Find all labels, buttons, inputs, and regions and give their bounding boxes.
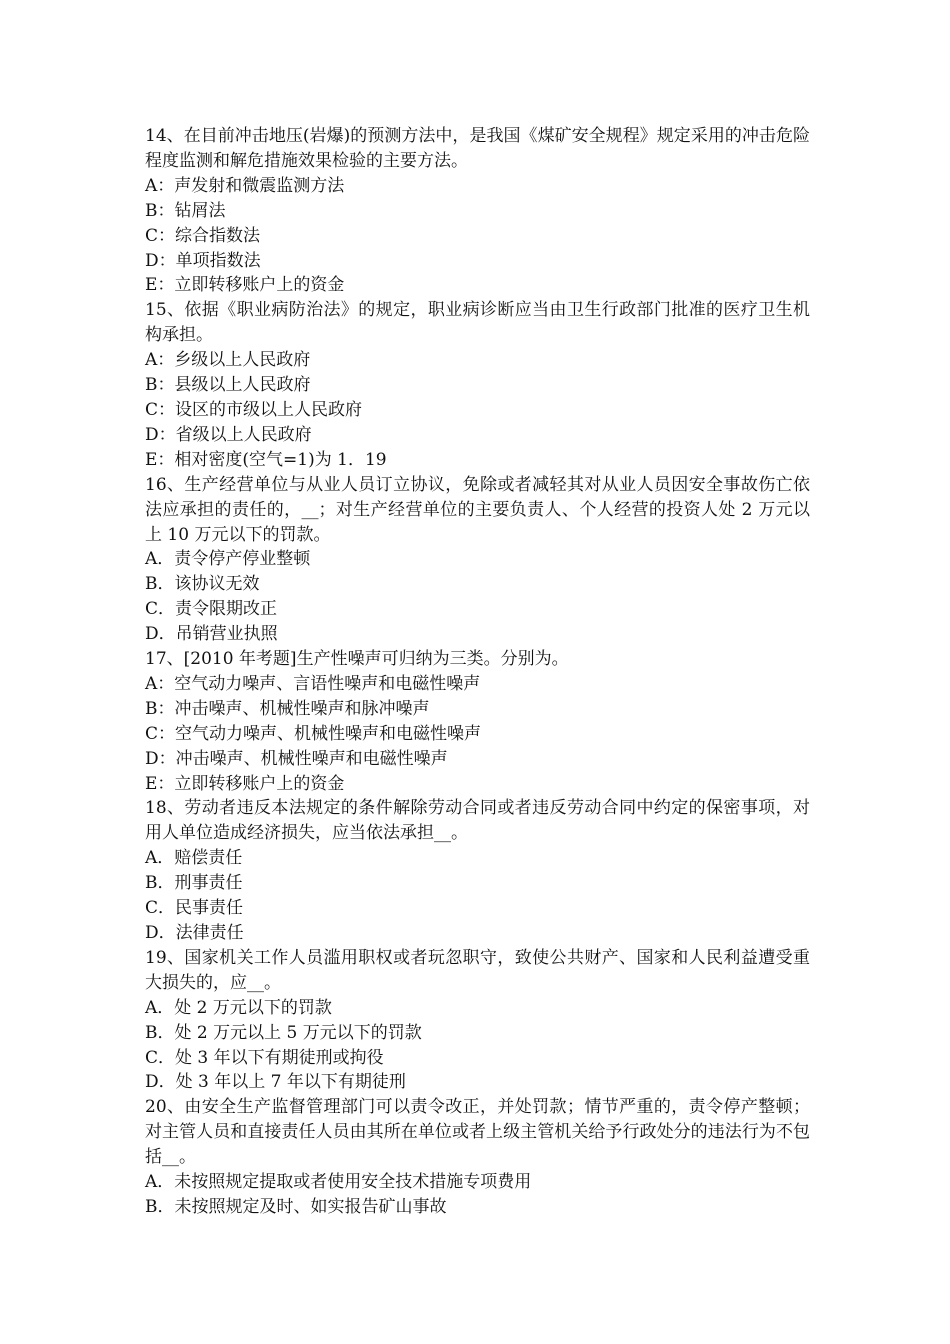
option-c: C．民事责任 [145, 898, 244, 919]
option-b: B：冲击噪声、机械性噪声和脉冲噪声 [145, 698, 430, 719]
option-c: C．责令限期改正 [145, 599, 278, 620]
question-15 [145, 298, 810, 472]
option-c: C：空气动力噪声、机械性噪声和电磁性噪声 [145, 723, 482, 744]
option-b: B．刑事责任 [145, 873, 243, 894]
option-c: C．处 3 年以下有期徒刑或拘役 [145, 1047, 384, 1068]
option-a: A．未按照规定提取或者使用安全技术措施专项费用 [145, 1172, 532, 1193]
option-c: C：设区的市级以上人民政府 [145, 399, 363, 420]
question-19 [145, 946, 810, 1095]
option-e: E：立即转移账户上的资金 [145, 275, 345, 296]
option-b: B．该协议无效 [145, 574, 260, 595]
option-b: B：县级以上人民政府 [145, 375, 311, 396]
option-d: D．处 3 年以上 7 年以下有期徒刑 [145, 1072, 406, 1093]
option-e: E：立即转移账户上的资金 [145, 773, 345, 794]
option-a: A．处 2 万元以下的罚款 [145, 997, 332, 1018]
option-e: E：相对密度(空气=1)为 1．19 [145, 449, 387, 470]
question-20 [145, 1095, 810, 1220]
question-text: 18、劳动者违反本法规定的条件解除劳动合同或者违反劳动合同中约定的保密事项，对用人单位造成经济损失，应当依法承担__。 [145, 798, 810, 844]
question-text: 20、由安全生产监督管理部门可以责令改正，并处罚款；情节严重的，责令停产整顿；对主管人员和直接责任人员由其所在单位或者上级主管机关给予行政处分的违法行为不包括__。 [145, 1097, 810, 1168]
option-b: B．未按照规定及时、如实报告矿山事故 [145, 1196, 447, 1217]
option-a: A：空气动力噪声、言语性噪声和电磁性噪声 [145, 673, 481, 694]
option-d: D：省级以上人民政府 [145, 424, 312, 445]
question-text: 19、国家机关工作人员滥用职权或者玩忽职守，致使公共财产、国家和人民利益遭受重大损失的，应__。 [145, 947, 810, 993]
option-a: A．赔偿责任 [145, 848, 243, 869]
option-d: D：单项指数法 [145, 250, 261, 271]
question-14 [145, 124, 810, 298]
option-b: B．处 2 万元以上 5 万元以下的罚款 [145, 1022, 422, 1043]
option-b: B：钻屑法 [145, 200, 226, 221]
question-text: 14、在目前冲击地压(岩爆)的预测方法中，是我国《煤矿安全规程》规定采用的冲击危险程度监测和解危措施效果检验的主要方法。 [145, 126, 810, 171]
option-a: A．责令停产停业整顿 [145, 549, 311, 570]
option-a: A：声发射和微震监测方法 [145, 175, 345, 196]
option-c: C：综合指数法 [145, 225, 261, 246]
question-text: 15、依据《职业病防治法》的规定，职业病诊断应当由卫生行政部门批准的医疗卫生机构承担。 [145, 300, 810, 346]
question-16 [145, 473, 810, 647]
option-d: D．法律责任 [145, 923, 244, 943]
question-text: 16、生产经营单位与从业人员订立协议，免除或者减轻其对从业人员因安全事故伤亡依法应承担的责任的，__；对生产经营单位的主要负责人、个人经营的投资人处 2 万元以上 10 万元以下的罚款。 [145, 474, 810, 545]
option-d: D：冲击噪声、机械性噪声和电磁性噪声 [145, 748, 448, 769]
option-d: D．吊销营业执照 [145, 624, 278, 645]
document-page [145, 124, 810, 1220]
question-17 [145, 647, 810, 796]
question-text: 17、[2010 年考题]生产性噪声可归纳为三类。分别为。 [145, 649, 569, 670]
question-18 [145, 796, 810, 945]
option-a: A：乡级以上人民政府 [145, 350, 311, 371]
